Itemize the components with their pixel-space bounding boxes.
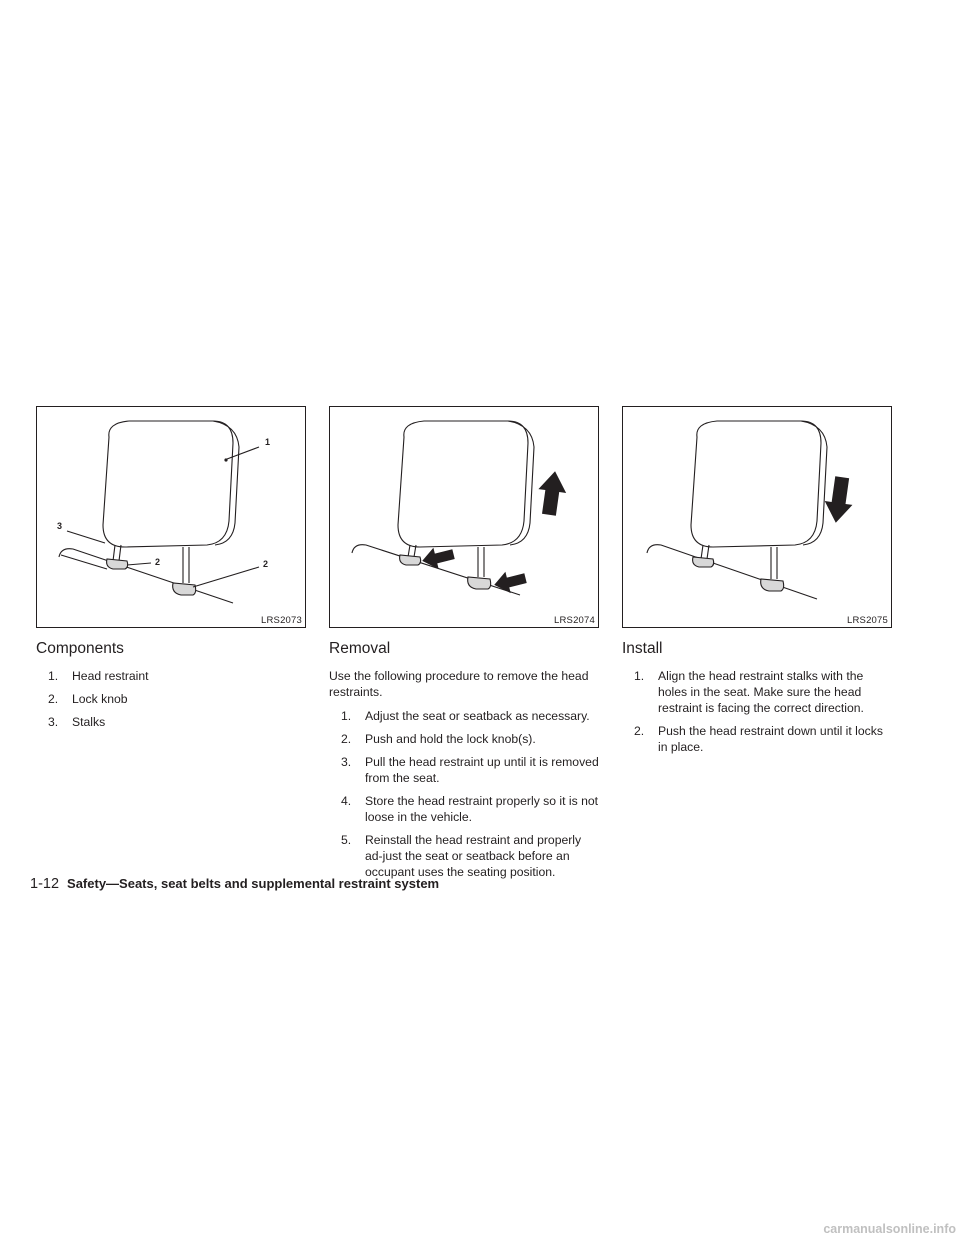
list-number: 2. <box>48 692 59 706</box>
list-text: Reinstall the head restraint and properly ad-just the seat or seatback before an occupant uses the seating position. <box>365 833 582 879</box>
removal-intro: Use the following procedure to remove the head restraints. <box>329 669 589 699</box>
section-heading-install: Install <box>622 640 663 657</box>
list-number: 2. <box>341 732 352 746</box>
figure-id: LRS2073 <box>260 615 302 626</box>
page-number: 1-12 <box>30 876 60 892</box>
list-text: Align the head restraint stalks with the holes in the seat. Make sure the head restraint is facing the correct direction. <box>658 669 864 715</box>
list-text: Lock knob <box>72 692 128 706</box>
list-text: Head restraint <box>72 669 149 683</box>
head-restraint-diagram <box>37 407 305 627</box>
list-text: Pull the head restraint up until it is removed from the seat. <box>365 755 599 785</box>
column-components <box>36 406 306 737</box>
list-number: 2. <box>634 724 645 738</box>
list-number: 3. <box>341 755 352 769</box>
down-arrow-icon <box>822 475 856 524</box>
section-title: Safety—Seats, seat belts and supplemental restraint system <box>67 876 440 891</box>
callout-3: 3 <box>57 521 63 531</box>
list-item <box>341 832 599 880</box>
components-list <box>36 668 306 730</box>
list-text: Adjust the seat or seatback as necessary. <box>365 709 590 723</box>
list-number: 5. <box>341 833 352 847</box>
removal-diagram <box>330 407 598 627</box>
list-item <box>341 708 599 724</box>
list-item <box>634 723 892 755</box>
install-diagram <box>623 407 891 627</box>
column-removal <box>329 406 599 887</box>
callout-1: 1 <box>265 437 271 447</box>
list-text: Stalks <box>72 715 106 729</box>
figure-install <box>622 406 892 628</box>
list-item <box>48 668 306 684</box>
section-heading-removal: Removal <box>329 640 391 657</box>
list-number: 4. <box>341 794 352 808</box>
list-number: 1. <box>48 669 59 683</box>
list-number: 1. <box>341 709 352 723</box>
removal-steps <box>329 708 599 880</box>
list-text: Push the head restraint down until it locks in place. <box>658 724 883 754</box>
list-text: Push and hold the lock knob(s). <box>365 732 536 746</box>
list-item <box>341 731 599 747</box>
figure-components <box>36 406 306 628</box>
figure-id: LRS2075 <box>846 615 888 626</box>
figure-id: LRS2074 <box>553 615 595 626</box>
watermark: carmanualsonline.info <box>823 1222 956 1236</box>
callout-2a: 2 <box>155 557 161 567</box>
list-item <box>634 668 892 716</box>
column-install <box>622 406 892 762</box>
list-number: 3. <box>48 715 59 729</box>
list-item <box>341 754 599 786</box>
page-footer <box>30 876 439 892</box>
install-steps <box>622 668 892 755</box>
figure-removal <box>329 406 599 628</box>
section-heading-components: Components <box>36 640 124 657</box>
list-number: 1. <box>634 669 645 683</box>
list-item <box>48 714 306 730</box>
list-text: Store the head restraint properly so it is not loose in the vehicle. <box>365 794 599 824</box>
list-item <box>341 793 599 825</box>
list-item <box>48 691 306 707</box>
callout-2b: 2 <box>263 559 269 569</box>
